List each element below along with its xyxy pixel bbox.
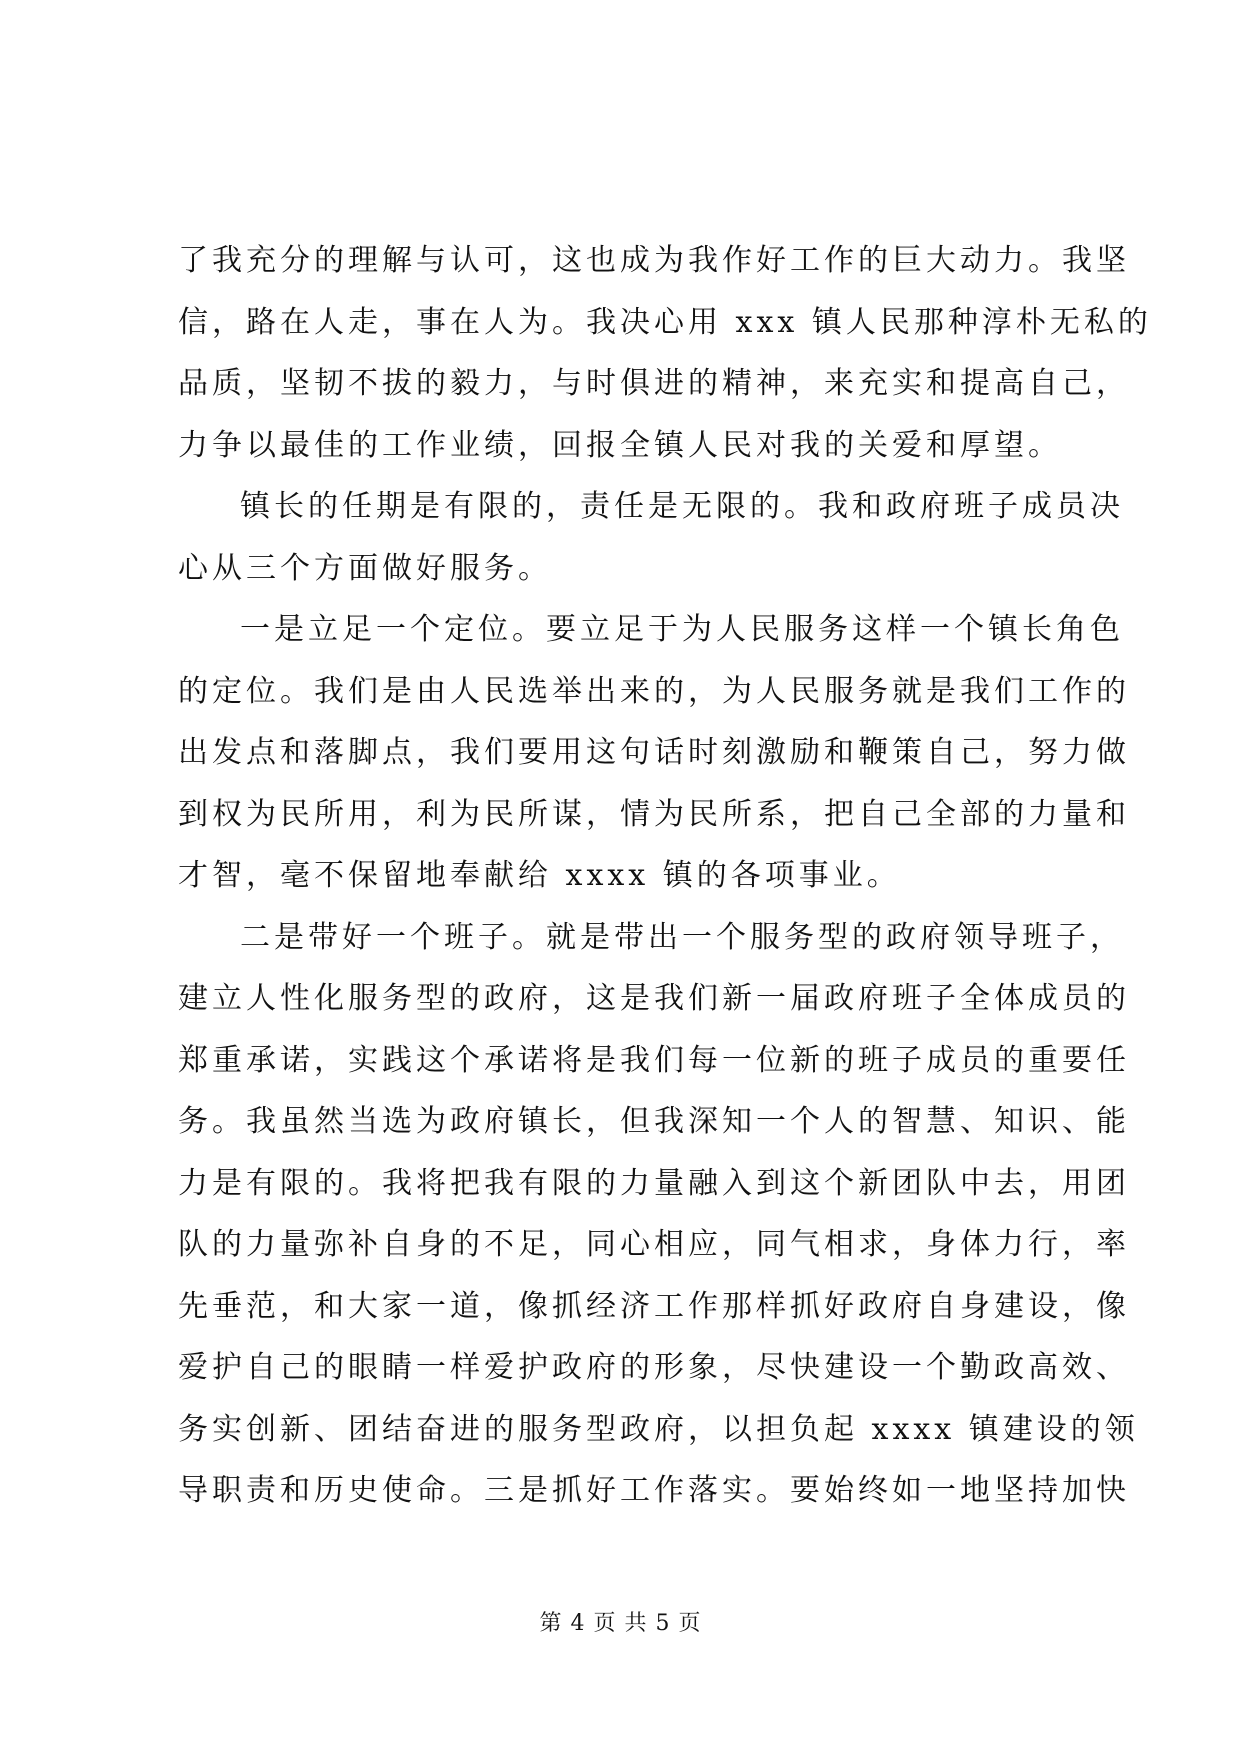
text-line: 务。我虽然当选为政府镇长，但我深知一个人的智慧、知识、能 [178,1104,1130,1139]
text-line: 力是有限的。我将把我有限的力量融入到这个新团队中去，用团 [178,1165,1130,1201]
text-line: 到权为民所用，利为民所谋，情为民所系，把自己全部的力量和 [178,796,1130,832]
text-line: 队的力量弥补自身的不足，同心相应，同气相求，身体力行，率 [178,1227,1130,1262]
text-line: 心从三个方面做好服务。 [178,550,552,586]
text-line: 品质，坚韧不拔的毅力，与时俱进的精神，来充实和提高自己， [178,366,1130,401]
document-body [178,230,1152,1522]
text-line: 才智，毫不保留地奉献给 xxxx 镇的各项事业。 [178,858,901,893]
text-line: 爱护自己的眼睛一样爱护政府的形象，尽快建设一个勤政高效、 [178,1350,1130,1385]
text-line: 的定位。我们是由人民选举出来的，为人民服务就是我们工作的 [178,673,1130,709]
text-line: 二是带好一个班子。就是带出一个服务型的政府领导班子， [240,919,1124,955]
text-line: 镇长的任期是有限的，责任是无限的。我和政府班子成员决 [240,489,1124,524]
paragraph-1 [178,230,1152,476]
page-number-footer: 第 4 页 共 5 页 [539,1611,702,1636]
text-line: 了我充分的理解与认可，这也成为我作好工作的巨大动力。我坚 [178,243,1130,278]
text-line: 力争以最佳的工作业绩，回报全镇人民对我的关爱和厚望。 [178,427,1062,463]
text-line: 导职责和历史使命。三是抓好工作落实。要始终如一地坚持加快 [178,1473,1130,1508]
text-line: 信，路在人走，事在人为。我决心用 xxx 镇人民那种淳朴无私的 [178,304,1152,340]
paragraph-3 [178,599,1130,907]
text-line: 务实创新、团结奋进的服务型政府，以担负起 xxxx 镇建设的领 [178,1411,1139,1447]
text-line: 一是立足一个定位。要立足于为人民服务这样一个镇长角色 [240,612,1124,647]
paragraph-2 [178,476,1124,599]
text-line: 郑重承诺，实践这个承诺将是我们每一位新的班子成员的重要任 [178,1042,1130,1078]
paragraph-4 [178,907,1139,1522]
text-line: 出发点和落脚点，我们要用这句话时刻激励和鞭策自己，努力做 [178,735,1130,770]
text-line: 先垂范，和大家一道，像抓经济工作那样抓好政府自身建设，像 [178,1288,1130,1324]
text-line: 建立人性化服务型的政府，这是我们新一届政府班子全体成员的 [178,981,1130,1016]
